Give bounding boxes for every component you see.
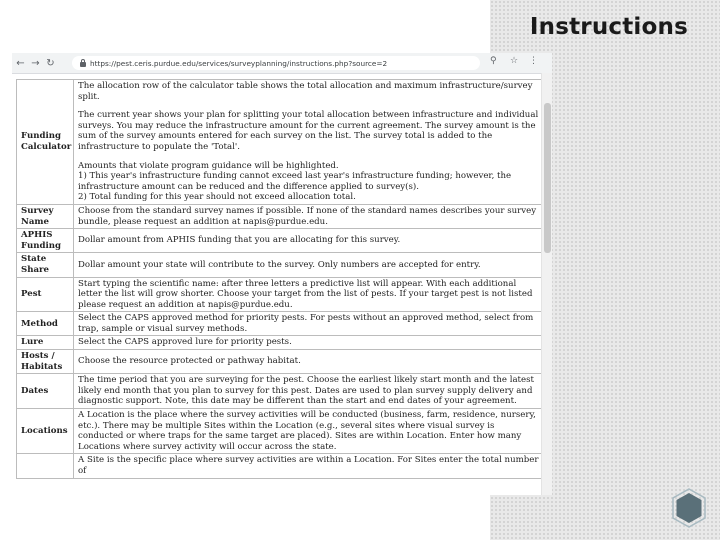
table-row [17, 374, 546, 409]
lock-icon [80, 62, 86, 67]
row-label: Method [17, 312, 74, 336]
browser-toolbar [12, 53, 552, 74]
description-paragraph: The allocation row of the calculator table shows the total allocation and maximum infrastructure/survey split. [78, 81, 533, 102]
row-label: Hosts / Habitats [17, 350, 74, 374]
description-paragraph: The current year shows your plan for splitting your total allocation between infrastructure and individual surveys. You may reduce the infrastructure amount for the current agreement. The survey amount is the sum of the survey amounts entered for each survey on the list. The survey total is added to the infrastructure to populate the 'Total'. [78, 110, 539, 152]
row-description [74, 312, 546, 336]
table-row [17, 80, 546, 205]
row-description [74, 336, 546, 350]
scrollbar-thumb[interactable] [544, 103, 551, 253]
table-row [17, 277, 546, 312]
search-icon[interactable]: ⚲ [490, 56, 497, 66]
table-row [17, 350, 546, 374]
table-row [17, 409, 546, 454]
slide-title: Instructions [529, 14, 688, 40]
url-text: https://pest.ceris.purdue.edu/services/surveyplanning/instructions.php?source=2 [90, 58, 388, 68]
description-paragraph: Choose from the standard survey names if possible. If none of the standard names describes your survey bundle, please request an addition at napis@purdue.edu. [78, 205, 537, 227]
star-icon[interactable]: ☆ [510, 56, 519, 66]
row-label: Dates [17, 374, 74, 409]
row-description [74, 409, 546, 454]
row-label: Pest [17, 277, 74, 312]
row-description [74, 229, 546, 253]
row-label: Locations [17, 409, 74, 454]
address-bar[interactable] [72, 56, 480, 70]
description-paragraph: Amounts that violate program guidance will be highlighted. 1) This year's infrastructure funding cannot exceed last year's infrastructure funding; however, the infrastructure amount can be reduced and the difference applied to survey(s). 2) Total funding for this year should not exceed allocation total. [78, 160, 512, 203]
description-paragraph: The time period that you are surveying for the pest. Choose the earliest likely start month and the latest likely end month that you plan to survey for this pest. Dates are used to plan survey supply delivery and diagnostic support. Note, this date may be different than the start and end dates of your agreement. [78, 375, 534, 407]
description-paragraph: Dollar amount from APHIS funding that you are allocating for this survey. [78, 235, 401, 246]
scrollbar[interactable] [541, 73, 552, 495]
row-description [74, 454, 546, 478]
reload-icon[interactable]: ↻ [46, 57, 55, 69]
hexagon-icon[interactable] [672, 488, 706, 528]
row-description [74, 374, 546, 409]
description-paragraph: Choose the resource protected or pathway habitat. [78, 356, 301, 367]
row-label: APHIS Funding [17, 229, 74, 253]
description-paragraph: A Site is the specific place where survey activities are within a Location. For Sites enter the total number of [78, 455, 539, 476]
table-row [17, 336, 546, 350]
row-description [74, 350, 546, 374]
table-row [17, 454, 546, 478]
screenshot-area [12, 53, 552, 495]
row-description [74, 204, 546, 228]
row-label: Survey Name [17, 204, 74, 228]
row-description [74, 277, 546, 312]
description-paragraph: A Location is the place where the survey activities will be conducted (business, farm, residence, nursery, etc.). There may be multiple Sites within the Location (e.g., several sites where visual survey is conducted or where traps for the same target are placed). Sites are within Location. Enter how many Locations where survey activity will occur across the state. [78, 410, 536, 452]
row-description [74, 253, 546, 277]
row-label: State Share [17, 253, 74, 277]
menu-icon[interactable]: ⋮ [529, 56, 538, 66]
arrow-left-icon[interactable]: ← [16, 57, 25, 69]
description-paragraph: Dollar amount your state will contribute to the survey. Only numbers are accepted for entry. [78, 259, 481, 270]
table-row [17, 253, 546, 277]
description-paragraph: Select the CAPS approved method for priority pests. For pests without an approved method, select from trap, sample or visual survey methods. [78, 313, 534, 334]
description-paragraph: Start typing the scientific name: after three letters a predictive list will appear. With each additional letter the list will grow shorter. Choose your target from the list of pests. If your target pest is not listed please request an addition at napis@purdue.edu. [78, 278, 533, 310]
row-description [74, 80, 546, 205]
table-row [17, 229, 546, 253]
row-label [17, 454, 74, 478]
description-paragraph: Select the CAPS approved lure for priority pests. [78, 337, 292, 348]
row-label: Lure [17, 336, 74, 350]
table-row [17, 312, 546, 336]
row-label: Funding Calculator [17, 80, 74, 205]
arrow-right-icon[interactable]: → [31, 57, 40, 69]
table-row [17, 204, 546, 228]
instructions-table [16, 79, 546, 479]
